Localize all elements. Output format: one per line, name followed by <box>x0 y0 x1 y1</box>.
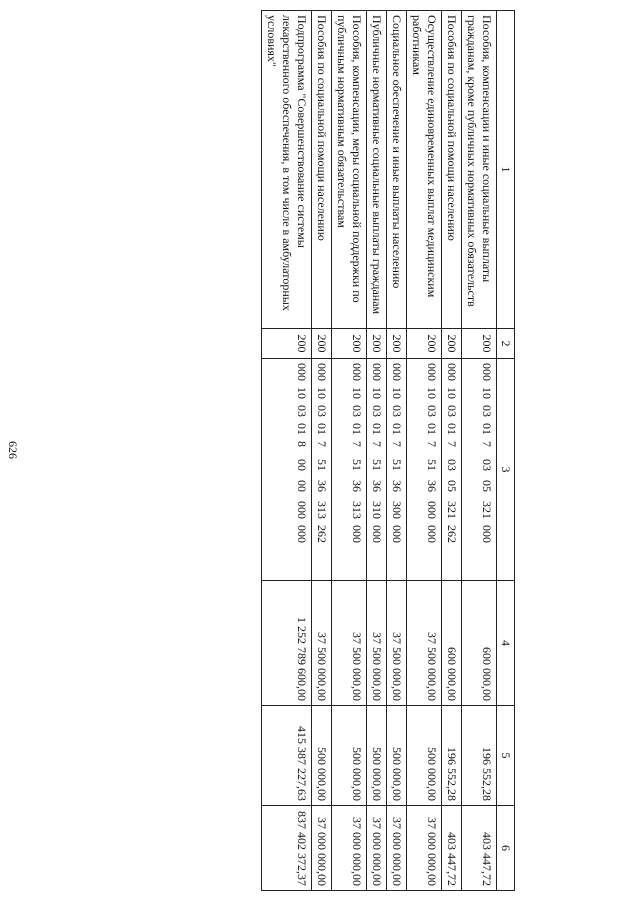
executed-amount: 196 552,28 <box>442 706 462 806</box>
remaining-amount: 403 447,72 <box>442 806 462 891</box>
executed-amount: 500 000,00 <box>332 706 367 806</box>
admin-code: 200 <box>312 329 332 359</box>
row-name: Публичные нормативные социальные выплаты гражданам <box>367 11 387 329</box>
budget-code: 000 10 03 01 7 51 36 313 000 <box>332 359 367 581</box>
remaining-amount: 37 000 000,00 <box>367 806 387 891</box>
header-cell: 1 <box>497 11 515 329</box>
row-name: Социальное обеспечение и иные выплаты населению <box>387 11 407 329</box>
budget-code: 000 10 03 01 7 03 05 321 262 <box>442 359 462 581</box>
budget-code: 000 10 03 01 7 03 05 321 000 <box>462 359 497 581</box>
row-name: Осуществление единовременных выплат медицинским работникам <box>407 11 442 329</box>
header-cell: 4 <box>497 581 515 706</box>
header-row <box>497 11 515 891</box>
table-row <box>407 11 442 891</box>
admin-code: 200 <box>442 329 462 359</box>
remaining-amount: 37 000 000,00 <box>387 806 407 891</box>
remaining-amount: 37 000 000,00 <box>332 806 367 891</box>
budget-code: 000 10 03 01 7 51 36 310 000 <box>367 359 387 581</box>
row-name: Пособия, компенсации и иные социальные выплаты гражданам, кроме публичных нормативных обязательств <box>462 11 497 329</box>
admin-code: 200 <box>262 329 312 359</box>
approved-amount: 1 252 789 600,00 <box>262 581 312 706</box>
approved-amount: 37 500 000,00 <box>332 581 367 706</box>
approved-amount: 37 500 000,00 <box>387 581 407 706</box>
executed-amount: 415 387 227,63 <box>262 706 312 806</box>
page-number: 626 <box>6 441 20 459</box>
header-cell: 3 <box>497 359 515 581</box>
admin-code: 200 <box>387 329 407 359</box>
row-name: Пособия по социальной помощи населению <box>442 11 462 329</box>
row-name: Пособия по социальной помощи населению <box>312 11 332 329</box>
admin-code: 200 <box>332 329 367 359</box>
budget-code: 000 10 03 01 7 51 36 313 262 <box>312 359 332 581</box>
remaining-amount: 37 000 000,00 <box>312 806 332 891</box>
table-row <box>332 11 367 891</box>
budget-table <box>261 10 515 891</box>
budget-code: 000 10 03 01 7 51 36 300 000 <box>387 359 407 581</box>
executed-amount: 500 000,00 <box>367 706 387 806</box>
table-row <box>262 11 312 891</box>
admin-code: 200 <box>462 329 497 359</box>
table-row <box>367 11 387 891</box>
table-row <box>312 11 332 891</box>
header-cell: 2 <box>497 329 515 359</box>
executed-amount: 500 000,00 <box>387 706 407 806</box>
approved-amount: 600 000,00 <box>442 581 462 706</box>
table-row <box>387 11 407 891</box>
executed-amount: 196 552,28 <box>462 706 497 806</box>
rotated-page <box>75 10 515 890</box>
remaining-amount: 403 447,72 <box>462 806 497 891</box>
remaining-amount: 837 402 372,37 <box>262 806 312 891</box>
table-row <box>462 11 497 891</box>
approved-amount: 37 500 000,00 <box>312 581 332 706</box>
row-name: Подпрограмма "Совершенствование системы лекарственного обеспечения, в том числе в амбулаторных условиях" <box>262 11 312 329</box>
executed-amount: 500 000,00 <box>312 706 332 806</box>
remaining-amount: 37 000 000,00 <box>407 806 442 891</box>
table-row <box>442 11 462 891</box>
admin-code: 200 <box>407 329 442 359</box>
approved-amount: 600 000,00 <box>462 581 497 706</box>
header-cell: 5 <box>497 706 515 806</box>
approved-amount: 37 500 000,00 <box>407 581 442 706</box>
budget-code: 000 10 03 01 8 00 00 000 000 <box>262 359 312 581</box>
budget-code: 000 10 03 01 7 51 36 000 000 <box>407 359 442 581</box>
approved-amount: 37 500 000,00 <box>367 581 387 706</box>
row-name: Пособия, компенсации, меры социальной поддержки по публичным нормативным обязательствам <box>332 11 367 329</box>
header-cell: 6 <box>497 806 515 891</box>
admin-code: 200 <box>367 329 387 359</box>
executed-amount: 500 000,00 <box>407 706 442 806</box>
